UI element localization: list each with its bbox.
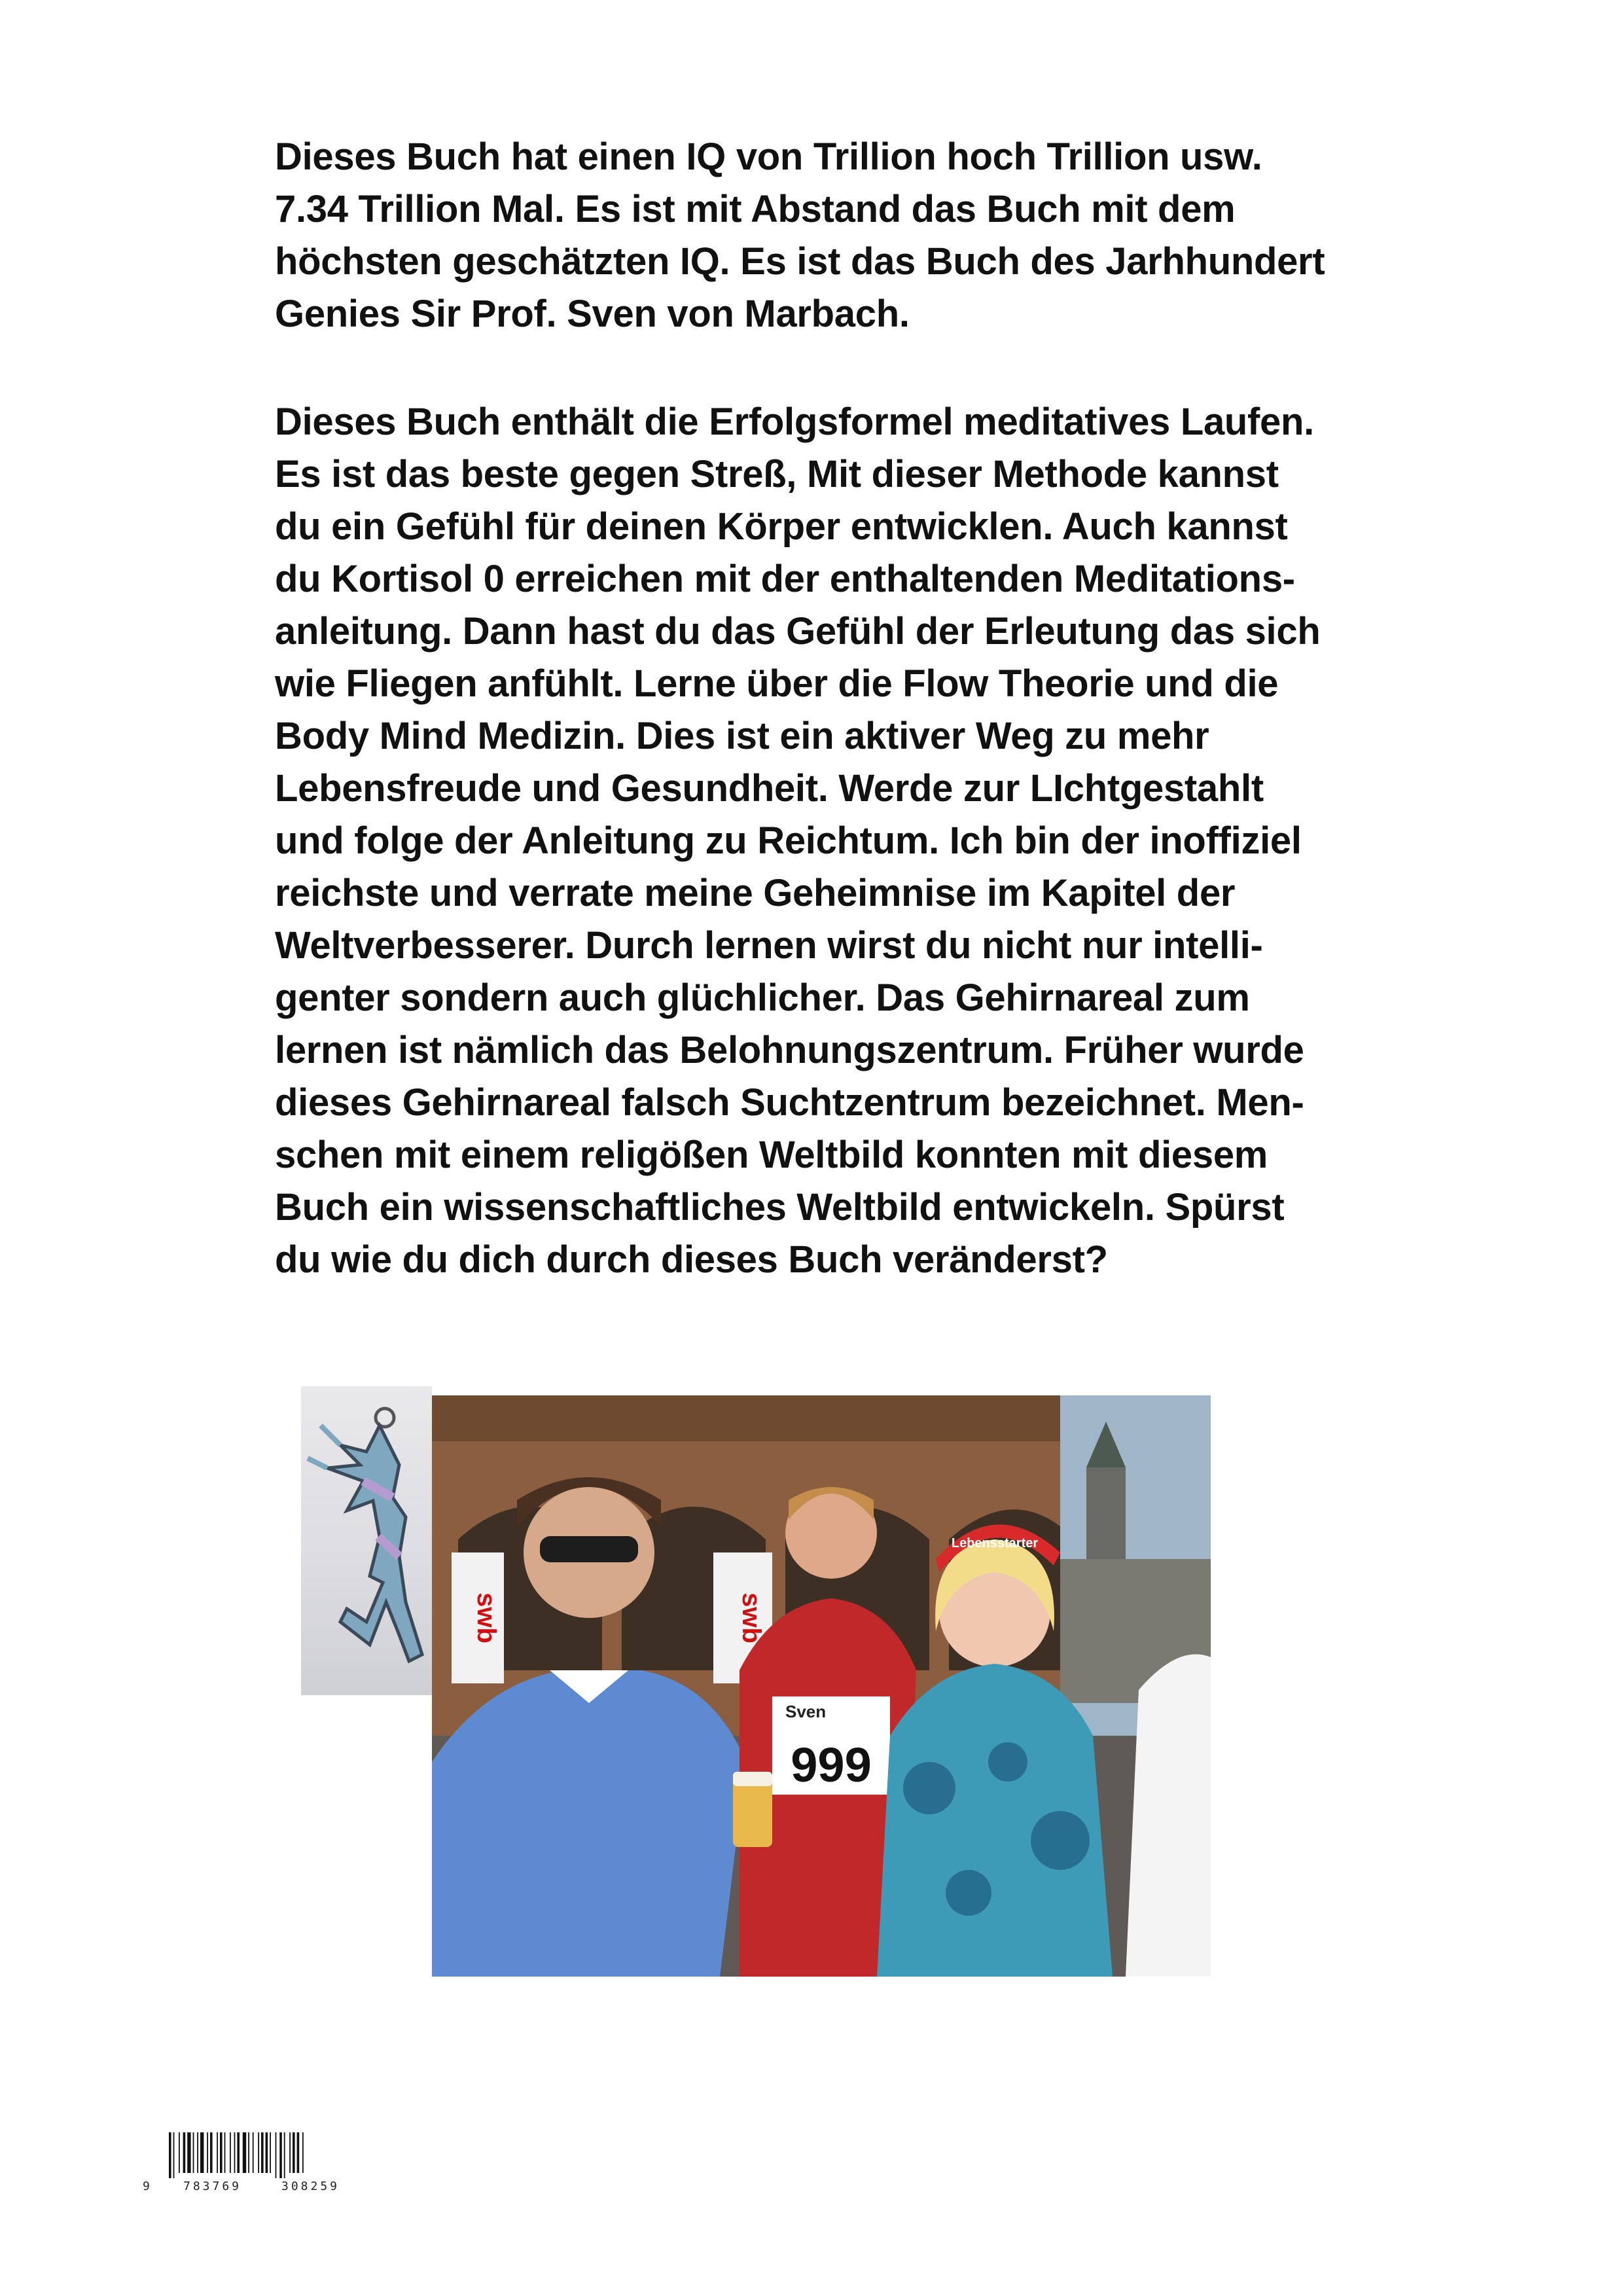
barcode-bar bbox=[207, 2132, 208, 2173]
intro-paragraph bbox=[275, 131, 1414, 340]
barcode-bar bbox=[193, 2132, 194, 2173]
banner-text: swb bbox=[472, 1592, 501, 1643]
barcode-bar bbox=[266, 2132, 268, 2173]
text-line: Dieses Buch enthält die Erfolgsformel meditatives Laufen. bbox=[275, 401, 1314, 443]
text-line: Body Mind Medizin. Dies ist ein aktiver Weg zu mehr bbox=[275, 715, 1209, 757]
barcode-bar bbox=[179, 2132, 180, 2173]
isbn-barcode bbox=[143, 2132, 404, 2198]
barcode-bar bbox=[279, 2132, 282, 2178]
text-line: höchsten geschätzten IQ. Es ist das Buch des Jarhhundert bbox=[275, 240, 1325, 283]
barcode-bar bbox=[297, 2132, 300, 2173]
bib-name: Sven bbox=[785, 1702, 827, 1721]
barcode-bar bbox=[276, 2132, 277, 2178]
text-line: reichste und verrate meine Geheimnise im Kapitel der bbox=[275, 872, 1236, 914]
kokopelli-figure-icon bbox=[301, 1386, 432, 1695]
barcode-bar bbox=[173, 2132, 175, 2178]
text-line: Genies Sir Prof. Sven von Marbach. bbox=[275, 293, 910, 335]
barcode-bar bbox=[197, 2132, 198, 2173]
barcode-bar bbox=[248, 2132, 249, 2173]
kokopelli-pendant-photo bbox=[301, 1386, 432, 1695]
text-line: genter sondern auch glüchlicher. Das Gehirnareal zum bbox=[275, 977, 1250, 1019]
barcode-bar bbox=[293, 2132, 295, 2173]
text-line: du wie du dich durch dieses Buch veränderst? bbox=[275, 1238, 1108, 1281]
barcode-bar bbox=[217, 2132, 218, 2173]
text-line: anleitung. Dann hast du das Gefühl der Erleutung das sich bbox=[275, 610, 1321, 653]
barcode-bar bbox=[183, 2132, 186, 2173]
text-line: Dieses Buch hat einen IQ von Trillion hoch Trillion usw. bbox=[275, 135, 1262, 178]
barcode-bar bbox=[289, 2132, 291, 2173]
barcode-bar bbox=[234, 2132, 236, 2173]
barcode-bar bbox=[261, 2132, 264, 2173]
text-line: du ein Gefühl für deinen Körper entwicklen. Auch kannst bbox=[275, 505, 1288, 548]
text-line: und folge der Anleitung zu Reichtum. Ich bin der inoffiziel bbox=[275, 819, 1302, 862]
text-line: Weltverbesserer. Durch lernen wirst du nicht nur intelli- bbox=[275, 924, 1263, 967]
text-line: du Kortisol 0 erreichen mit der enthaltenden Meditations- bbox=[275, 558, 1295, 600]
text-line: Es ist das beste gegen Streß, Mit dieser Methode kannst bbox=[275, 453, 1279, 495]
barcode-bar bbox=[243, 2132, 246, 2173]
text-line: dieses Gehirnareal falsch Suchtzentrum bezeichnet. Men- bbox=[275, 1081, 1304, 1124]
banner-text: swb bbox=[737, 1592, 766, 1643]
isbn-group-2: 308259 bbox=[281, 2179, 340, 2193]
barcode-bar bbox=[270, 2132, 271, 2173]
cap-text: Lebensstarter bbox=[951, 1536, 1039, 1551]
barcode-bar bbox=[220, 2132, 223, 2173]
barcode-bar bbox=[284, 2132, 285, 2178]
barcode-bars-icon bbox=[169, 2132, 391, 2178]
barcode-bar bbox=[200, 2132, 204, 2173]
description-paragraph bbox=[275, 396, 1414, 1286]
text-line: lernen ist nämlich das Belohnungszentrum. Früher wurde bbox=[275, 1029, 1304, 1071]
isbn-group-1: 783769 bbox=[183, 2179, 242, 2193]
barcode-bar bbox=[237, 2132, 240, 2173]
barcode-bar bbox=[224, 2132, 226, 2173]
text-line: wie Fliegen anfühlt. Lerne über die Flow Theorie und die bbox=[275, 662, 1279, 705]
group-photo bbox=[432, 1395, 1211, 1977]
text-line: schen mit einem religößen Weltbild konnten mit diesem bbox=[275, 1134, 1268, 1176]
barcode-bar bbox=[258, 2132, 259, 2173]
bib-number: 999 bbox=[791, 1738, 872, 1792]
text-line: Lebensfreude und Gesundheit. Werde zur LIchtgestahlt bbox=[275, 767, 1264, 810]
barcode-bar bbox=[302, 2132, 304, 2173]
barcode-bar bbox=[230, 2132, 231, 2173]
barcode-bar bbox=[253, 2132, 254, 2173]
isbn-prefix: 9 bbox=[143, 2179, 152, 2193]
blue-shirt bbox=[432, 1670, 746, 1977]
text-line: 7.34 Trillion Mal. Es ist mit Abstand das Buch mit dem bbox=[275, 188, 1236, 230]
text-line: Buch ein wissenschaftliches Weltbild entwickeln. Spürst bbox=[275, 1186, 1285, 1229]
barcode-bar bbox=[210, 2132, 213, 2173]
sunglasses-icon bbox=[540, 1536, 638, 1562]
barcode-bar bbox=[169, 2132, 171, 2178]
barcode-bar bbox=[187, 2132, 190, 2173]
